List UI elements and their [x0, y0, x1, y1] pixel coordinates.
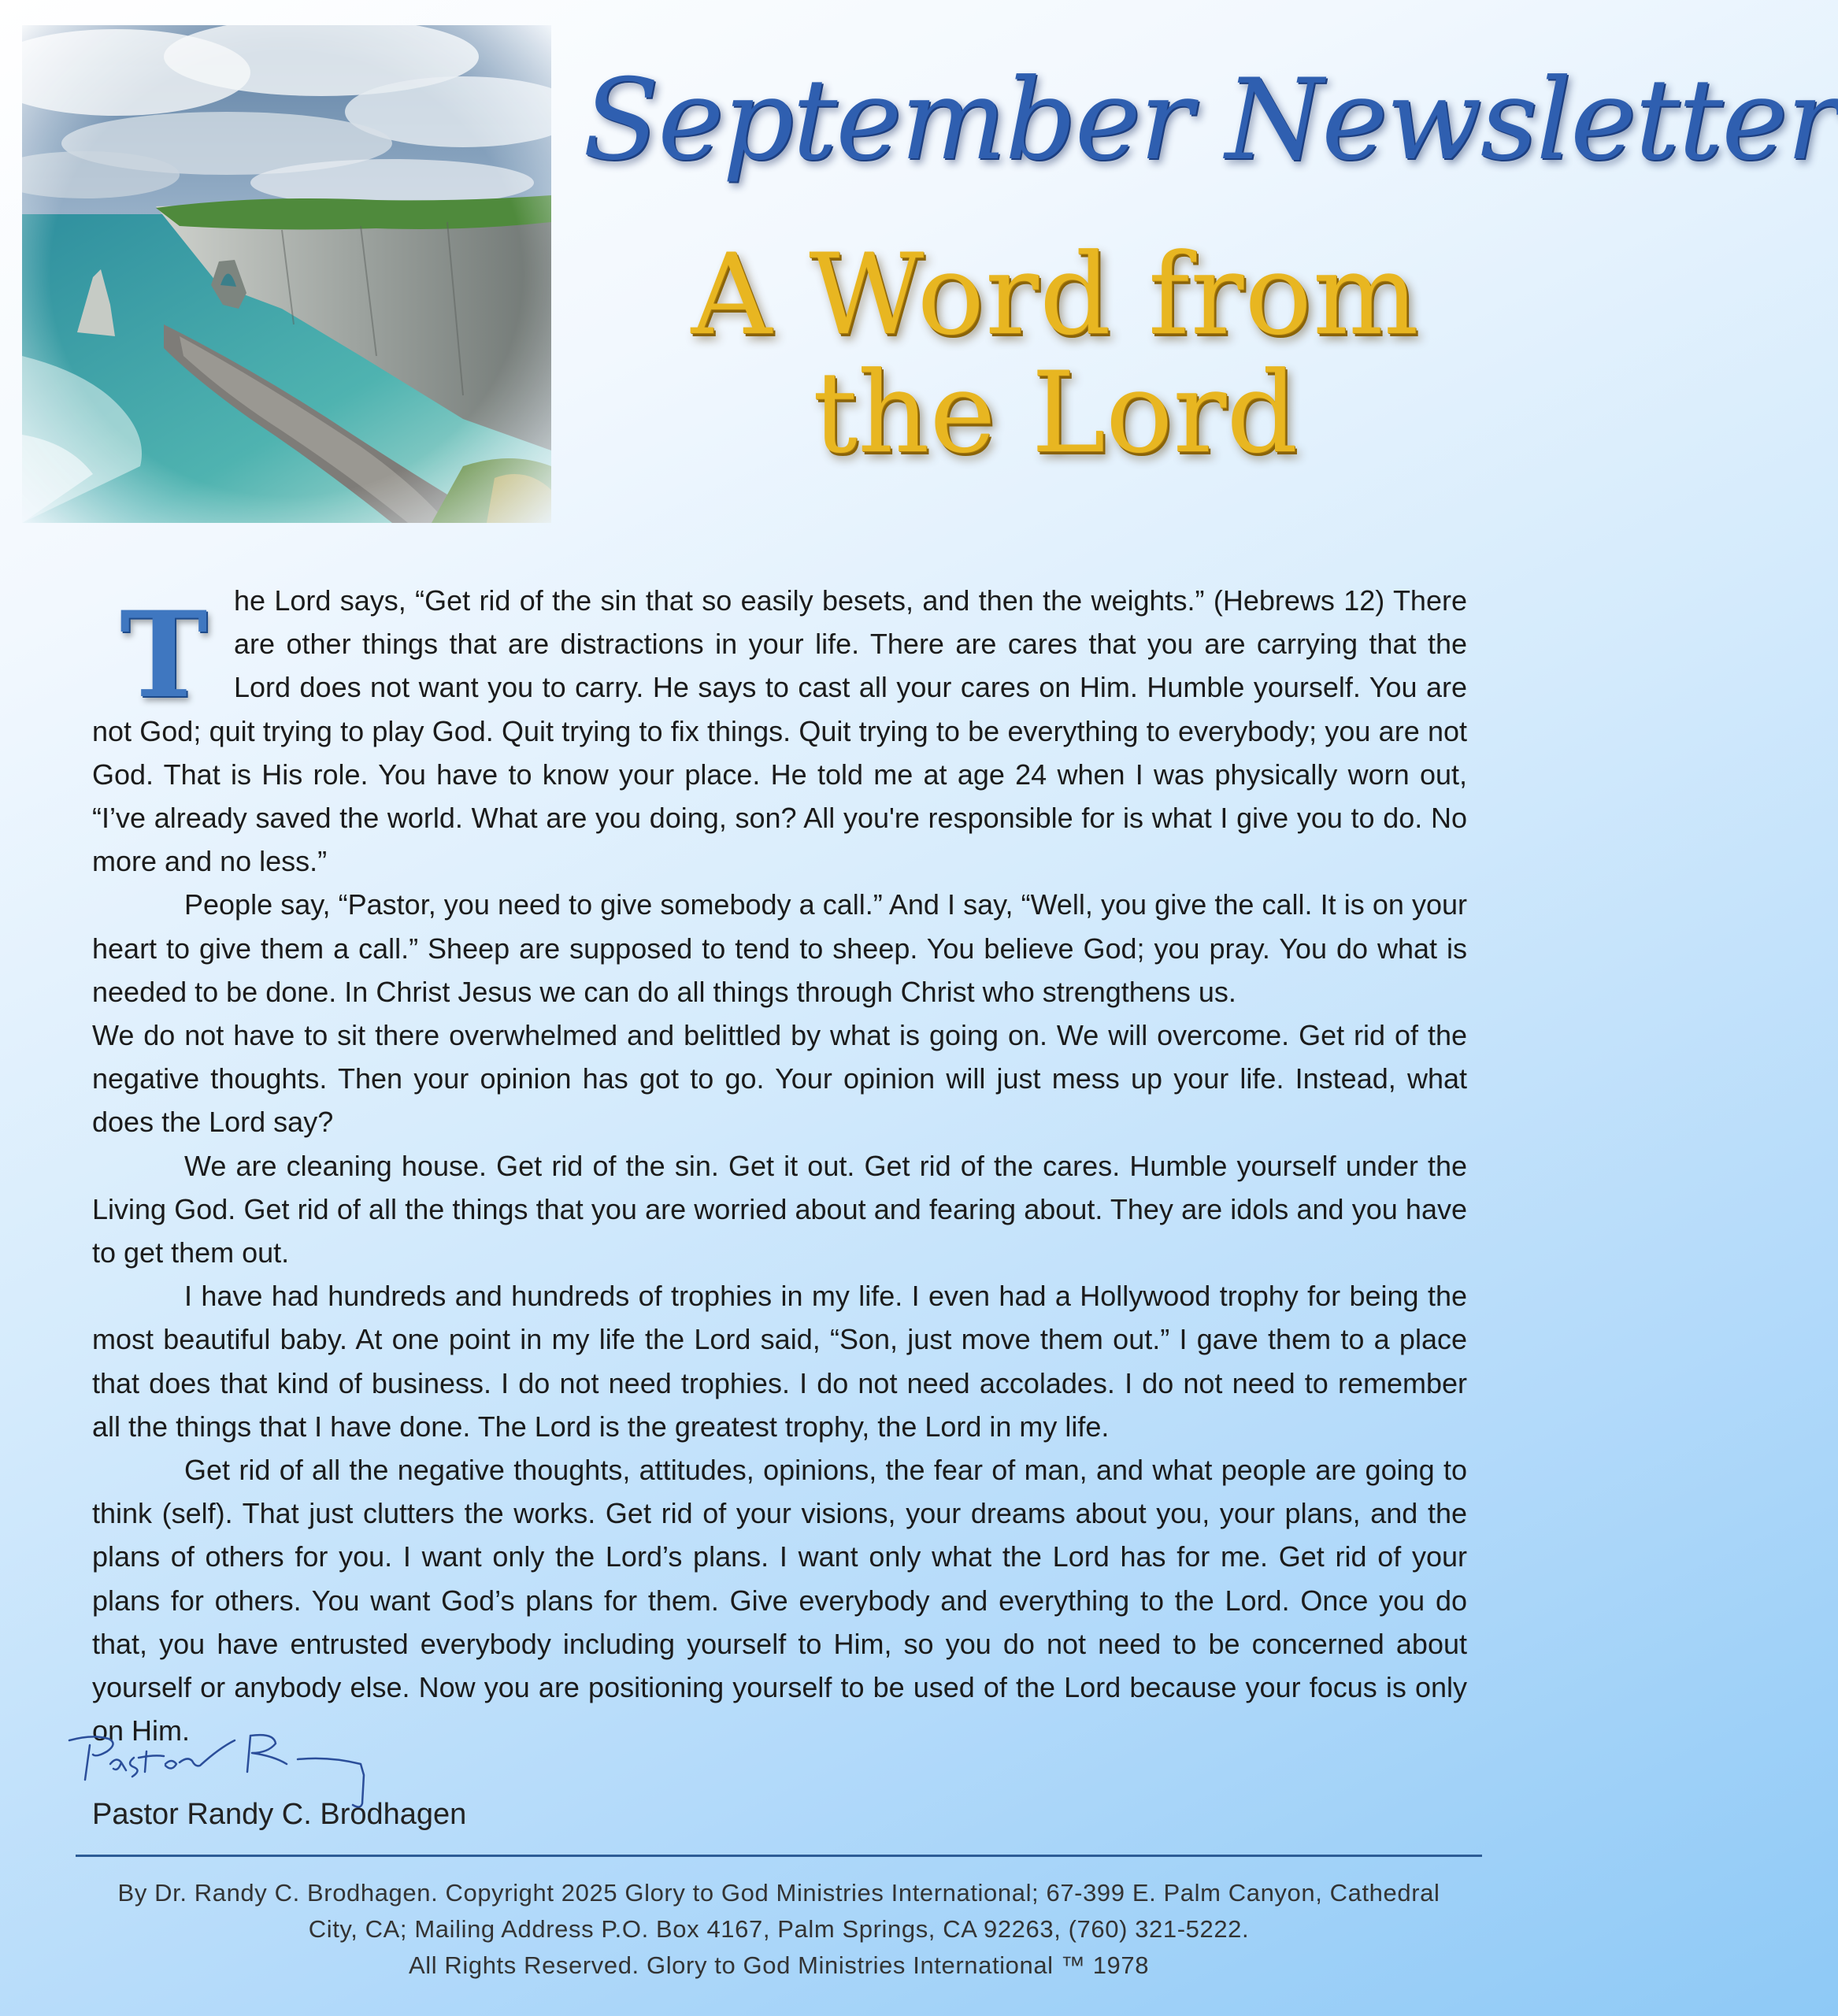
- signer-name: Pastor Randy C. Brodhagen: [92, 1798, 467, 1831]
- headline-line-2: the Lord: [812, 348, 1299, 478]
- article-paragraph-2: People say, “Pastor, you need to give somebody a call.” And I say, “Well, you give the call. It is on your heart to give them a call.” Sheep are supposed to tend to sheep. You believe God; you pray. You do what is needed to be done. In Christ Jesus we can do all things through Christ who strengthens us.: [92, 888, 1467, 1008]
- article-body: [92, 579, 1467, 1752]
- article-paragraph-4: We are cleaning house. Get rid of the sin. Get it out. Get rid of the cares. Humble yourself under the Living God. Get rid of all the things that you are worried about and fearing about. They are idols and you have to get them out.: [92, 1149, 1467, 1269]
- footer-line-3: All Rights Reserved. Glory to God Ministries International ™ 1978: [408, 1951, 1150, 1979]
- article-paragraph-5: I have had hundreds and hundreds of trophies in my life. I even had a Hollywood trophy for being the most beautiful baby. At one point in my life the Lord said, “Son, just move them out.” I gave them to a place that does that kind of business. I do not need trophies. I do not need accolades. I do not need to remember all the things that I have done. The Lord is the greatest trophy, the Lord in my life.: [92, 1280, 1467, 1443]
- footer-copyright: [76, 1875, 1482, 1984]
- article-paragraph-6: Get rid of all the negative thoughts, attitudes, opinions, the fear of man, and what people are going to think (self). That just clutters the works. Get rid of your visions, your dreams about you, your plans, and the plans of others for you. I want only the Lord’s plans. I want only what the Lord has for me. Get rid of your plans for others. You want God’s plans for them. Give everybody and everything to the Lord. Once you do that, you have entrusted everybody including yourself to Him, so you do not need to be concerned about yourself or anybody else. Now you are positioning yourself to be used of the Lord because your focus is only on Him.: [92, 1454, 1467, 1747]
- coastal-cliffs-photo: [22, 25, 551, 523]
- footer-line-1: By Dr. Randy C. Brodhagen. Copyright 2025 Glory to God Ministries International; 67-399 E. Palm Canyon, Cathedral: [117, 1879, 1440, 1907]
- footer-line-2: City, CA; Mailing Address P.O. Box 4167, Palm Springs, CA 92263, (760) 321-5222.: [308, 1915, 1250, 1943]
- footer-divider: [76, 1855, 1482, 1857]
- headline-line-1: A Word from: [691, 230, 1420, 360]
- article-paragraph-3: We do not have to sit there overwhelmed and belittled by what is going on. We will overcome. Get rid of the negative thoughts. Then your opinion has got to go. Your opinion will just mess up your life. Instead, what does the Lord say?: [92, 1019, 1467, 1139]
- article-paragraph-1: he Lord says, “Get rid of the sin that so easily besets, and then the weights.” (Hebrews 12) There are other things that are distractions in your life. There are cares that you are carrying that the Lord does not want you to carry. He says to cast all your cares on Him. Humble yourself. You are not God; quit trying to play God. Quit trying to fix things. Quit trying to be everything to everybody; you are not God. That is His role. You have to know your place. He told me at age 24 when I was physically worn out, “I’ve already saved the world. What are you doing, son? All you're responsible for is what I give you to do. No more and no less.”: [92, 584, 1467, 878]
- drop-cap: T: [120, 586, 208, 724]
- handwritten-signature: [61, 1717, 392, 1811]
- newsletter-title: September Newsletter: [583, 55, 1838, 185]
- headline: [583, 230, 1528, 478]
